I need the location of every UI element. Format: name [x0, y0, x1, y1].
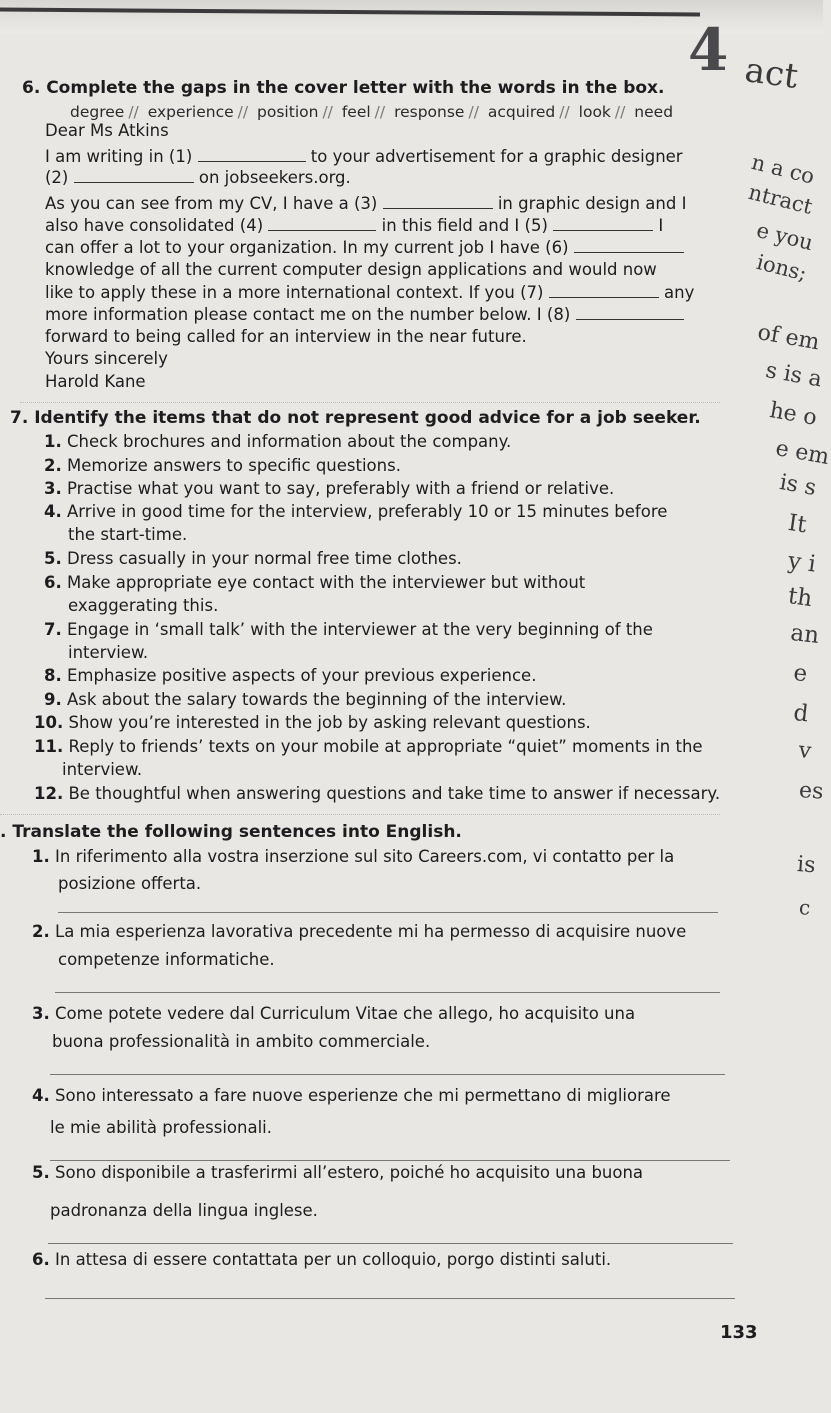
- translation-item-continuation: le mie abilità professionali.: [50, 1118, 273, 1137]
- exercise-6-title: 6. Complete the gaps in the cover letter with the words in the box.: [22, 78, 665, 98]
- word-box-item: position: [257, 103, 319, 121]
- list-item-continuation: the start-time.: [68, 525, 188, 544]
- list-item: 5. Dress casually in your normal free time clothes.: [44, 549, 462, 568]
- list-item: 2. Memorize answers to specific questions.: [44, 456, 401, 475]
- answer-line[interactable]: [58, 912, 718, 913]
- list-item: 7. Engage in ‘small talk’ with the interviewer at the very beginning of the: [44, 620, 653, 639]
- list-item-continuation: interview.: [62, 760, 143, 779]
- letter-signature: Harold Kane: [45, 372, 146, 391]
- word-box-item: feel: [341, 103, 371, 121]
- answer-line[interactable]: [50, 1160, 730, 1161]
- list-item: 4. Arrive in good time for the interview, preferably 10 or 15 minutes before: [44, 502, 668, 521]
- gap-7[interactable]: [549, 283, 659, 298]
- section-divider: [20, 402, 720, 403]
- list-item: 3. Practise what you want to say, preferably with a friend or relative.: [44, 479, 615, 498]
- bleed-fragment: e you: [754, 218, 816, 256]
- page-number: 133: [720, 1322, 758, 1343]
- list-item: 6. Make appropriate eye contact with the interviewer but without: [44, 573, 586, 592]
- list-item: 8. Emphasize positive aspects of your previous experience.: [44, 666, 537, 685]
- word-box-item: response: [394, 103, 465, 121]
- translation-item: 1. In riferimento alla vostra inserzione sul sito Careers.com, vi contatto per la: [32, 847, 675, 866]
- gap-3[interactable]: [383, 194, 493, 209]
- bleed-fragment: is: [796, 852, 817, 879]
- letter-line-3: As you can see from my CV, I have a (3) in graphic design and I: [45, 194, 687, 213]
- gap-4[interactable]: [268, 216, 376, 231]
- section-divider: [0, 814, 720, 815]
- list-item: 12. Be thoughtful when answering questions and take time to answer if necessary.: [34, 784, 721, 803]
- letter-line-8: more information please contact me on the number below. I (8): [45, 305, 684, 324]
- list-item: 9. Ask about the salary towards the beginning of the interview.: [44, 690, 567, 709]
- bleed-fragment: an: [789, 620, 821, 649]
- translation-item: 6. In attesa di essere contattata per un colloquio, porgo distinti saluti.: [32, 1250, 612, 1269]
- word-box-item: need: [634, 103, 674, 121]
- gap-8[interactable]: [576, 305, 684, 320]
- answer-line[interactable]: [50, 1074, 725, 1075]
- list-item-continuation: exaggerating this.: [68, 596, 219, 615]
- bleed-fragment: It: [786, 510, 809, 539]
- answer-line[interactable]: [45, 1298, 735, 1299]
- gap-1[interactable]: [198, 147, 306, 162]
- bleed-fragment: y i: [786, 548, 818, 578]
- letter-line-7: like to apply these in a more international context. If you (7) any: [45, 283, 695, 302]
- bleed-fragment: e em: [773, 436, 831, 470]
- list-item: 10. Show you’re interested in the job by asking relevant questions.: [34, 713, 591, 732]
- bleed-fragment: s is a: [763, 358, 824, 393]
- letter-greeting: Dear Ms Atkins: [45, 121, 169, 140]
- bleed-fragment: v: [797, 738, 813, 765]
- gap-6[interactable]: [574, 238, 684, 253]
- bleed-fragment: e: [792, 660, 809, 688]
- letter-line-1: I am writing in (1) to your advertisement for a graphic designer: [45, 147, 683, 166]
- word-box-item: degree: [70, 103, 125, 121]
- translation-item-continuation: competenze informatiche.: [58, 950, 275, 969]
- translation-item: 3. Come potete vedere dal Curriculum Vitae che allego, ho acquisito una: [32, 1004, 636, 1023]
- translation-item-continuation: posizione offerta.: [58, 874, 202, 893]
- chapter-title-fragment: act: [742, 50, 801, 97]
- gap-5[interactable]: [553, 216, 653, 231]
- list-item-continuation: interview.: [68, 643, 149, 662]
- bleed-fragment: c: [798, 895, 812, 920]
- bleed-fragment: ntract: [746, 180, 815, 219]
- translation-item-continuation: padronanza della lingua inglese.: [50, 1201, 318, 1220]
- translation-item: 5. Sono disponibile a trasferirmi all’estero, poiché ho acquisito una buona: [32, 1163, 644, 1182]
- bleed-fragment: d: [792, 700, 810, 728]
- bleed-fragment: n a co: [749, 150, 817, 189]
- letter-line-6: knowledge of all the current computer design applications and would now: [45, 260, 657, 279]
- bleed-fragment: of em: [755, 320, 822, 356]
- letter-line-4: also have consolidated (4) in this field and I (5) I: [45, 216, 664, 235]
- word-box-item: look: [578, 103, 611, 121]
- letter-closing: Yours sincerely: [45, 349, 168, 368]
- word-box: degree // experience // position // feel // response // acquired // look // need: [70, 103, 674, 121]
- bleed-fragment: ions;: [754, 250, 810, 286]
- word-box-item: acquired: [487, 103, 556, 121]
- answer-line[interactable]: [55, 992, 720, 993]
- letter-line-5: can offer a lot to your organization. In my current job I have (6): [45, 238, 684, 257]
- bleed-fragment: th: [786, 583, 814, 613]
- chapter-number: 4: [688, 16, 729, 84]
- letter-line-9: forward to being called for an interview in the near future.: [45, 327, 527, 346]
- word-box-item: experience: [147, 103, 234, 121]
- letter-line-2: (2) on jobseekers.org.: [45, 168, 351, 187]
- exercise-7-title: 7. Identify the items that do not represent good advice for a job seeker.: [10, 408, 701, 428]
- list-item: 1. Check brochures and information about the company.: [44, 432, 512, 451]
- translation-item: 4. Sono interessato a fare nuove esperienze che mi permettano di migliorare: [32, 1086, 671, 1105]
- answer-line[interactable]: [48, 1243, 733, 1244]
- exercise-8-title: . Translate the following sentences into English.: [0, 822, 462, 842]
- gap-2[interactable]: [74, 168, 194, 183]
- bleed-fragment: is s: [777, 470, 819, 501]
- list-item: 11. Reply to friends’ texts on your mobile at appropriate “quiet” moments in the: [34, 737, 703, 756]
- bleed-fragment: he o: [767, 398, 819, 431]
- translation-item: 2. La mia esperienza lavorativa precedente mi ha permesso di acquisire nuove: [32, 922, 687, 941]
- bleed-fragment: es: [798, 778, 825, 805]
- translation-item-continuation: buona professionalità in ambito commerciale.: [52, 1032, 431, 1051]
